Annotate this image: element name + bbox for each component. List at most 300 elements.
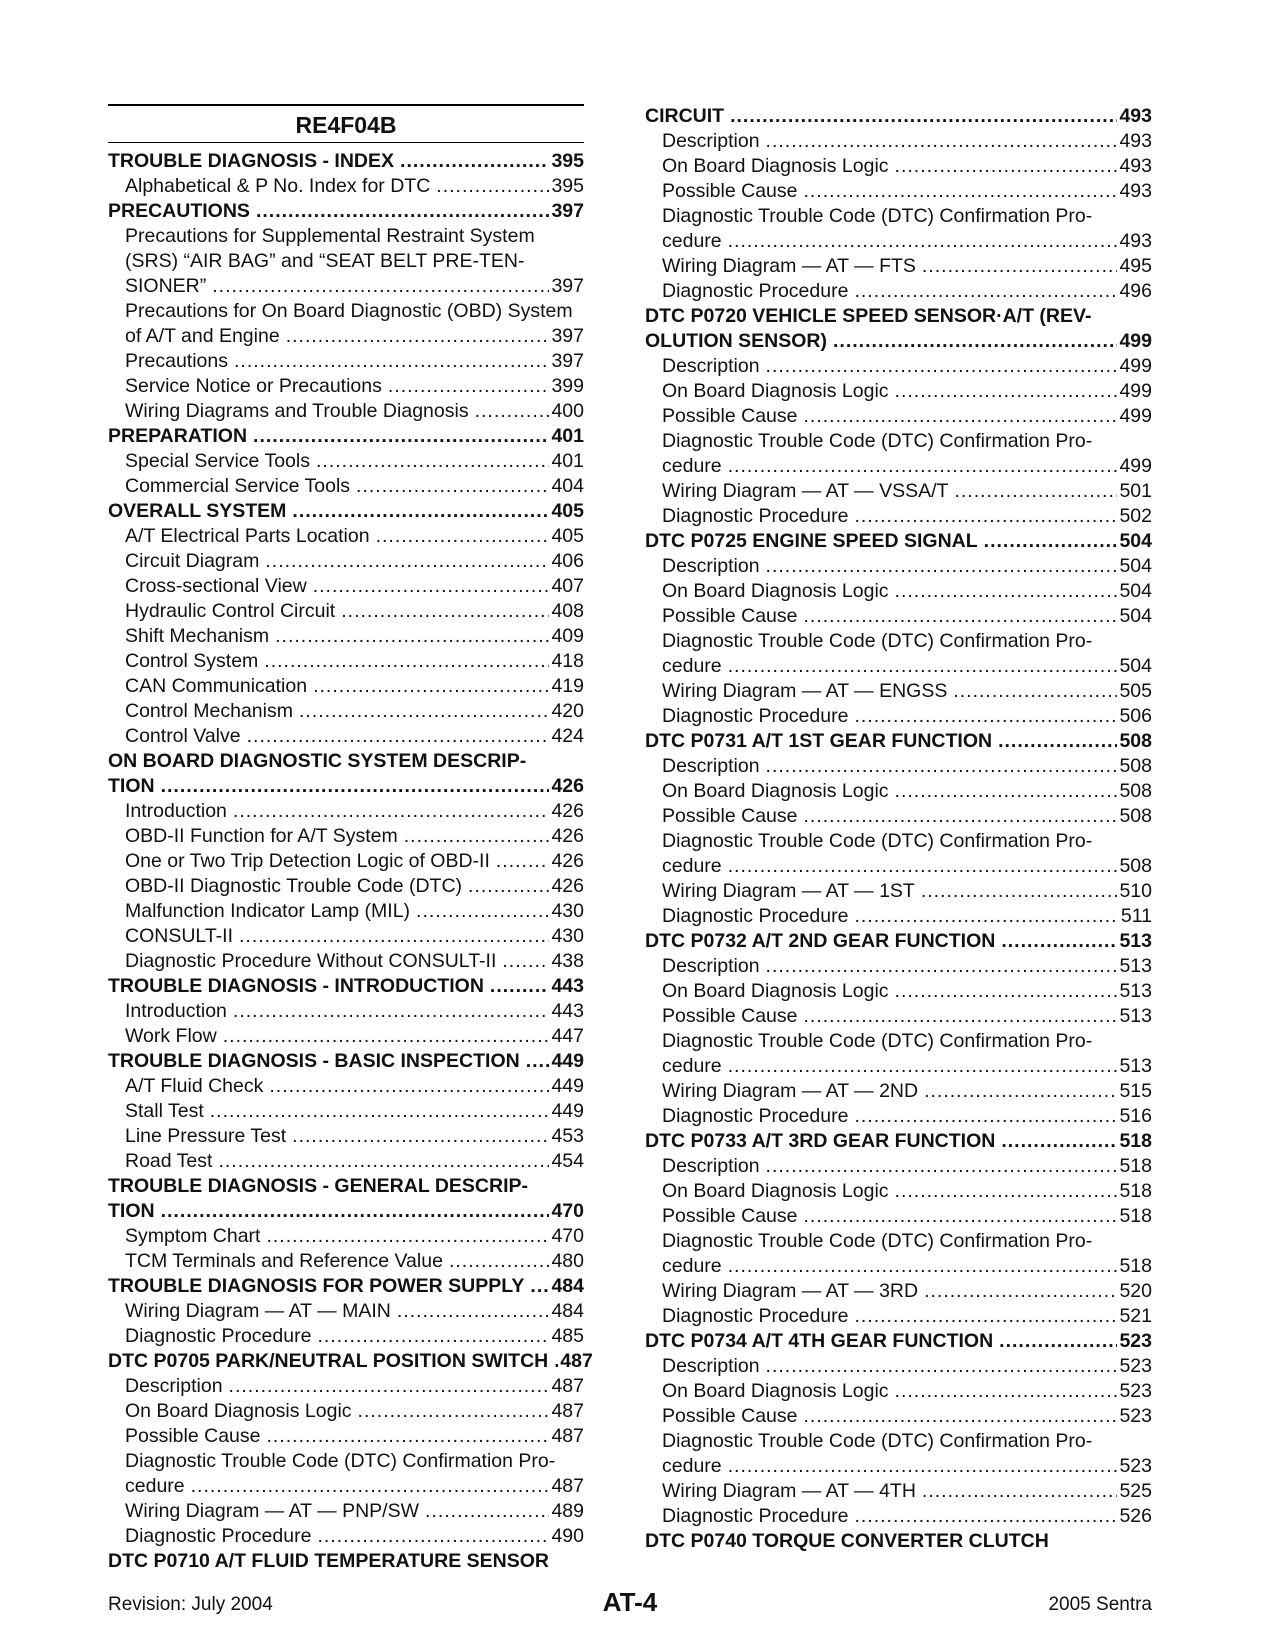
toc-entry[interactable] [645,629,1152,654]
dot-leader [922,254,1118,279]
toc-entry-title: Possible Cause [662,405,798,427]
toc-entry[interactable] [645,779,1152,804]
dot-leader [728,654,1118,679]
toc-entry-title: cedure [662,1455,722,1477]
toc-entry-page: 426 [551,825,584,847]
toc-entry[interactable] [108,449,584,474]
toc-entry[interactable] [645,129,1152,154]
toc-entry-title: One or Two Trip Detection Logic of OBD-II [125,850,490,872]
toc-entry-page: 501 [1119,480,1152,502]
toc-entry[interactable] [645,579,1152,604]
toc-entry[interactable] [108,1174,584,1199]
toc-entry-title: Diagnostic Procedure Without CONSULT-II [125,950,497,972]
toc-entry[interactable] [108,549,584,574]
dot-leader [292,499,549,524]
dot-leader [191,1474,550,1499]
dot-leader [267,1424,550,1449]
toc-entry-title: Wiring Diagrams and Trouble Diagnosis [125,400,469,422]
toc-entry-title: Wiring Diagram — AT — ENGSS [662,680,948,702]
toc-entry[interactable] [108,1449,584,1474]
dot-leader [895,379,1118,404]
dot-leader [999,1329,1117,1354]
toc-entry[interactable] [108,324,584,349]
toc-entry[interactable] [108,749,584,774]
toc-entry[interactable] [645,254,1152,279]
toc-entry-page: 493 [1119,155,1152,177]
toc-entry-title: Diagnostic Trouble Code (DTC) Confirmation Pro- [125,1450,556,1472]
toc-list-right [645,104,1152,1554]
toc-entry-page: 404 [551,475,584,497]
toc-entry-page: 397 [551,350,584,372]
dot-leader [895,779,1118,804]
toc-entry-title: Wiring Diagram — AT — MAIN [125,1300,391,1322]
toc-entry[interactable] [108,299,584,324]
dot-leader [984,529,1118,554]
toc-entry[interactable] [108,1424,584,1449]
toc-entry-title: Circuit Diagram [125,550,260,572]
toc-column-left [108,104,593,1574]
toc-entry[interactable] [108,899,584,924]
toc-entry[interactable] [108,1399,584,1424]
toc-entry-page: 487 [551,1400,584,1422]
toc-entry[interactable] [645,929,1152,954]
toc-entry-title: cedure [662,655,722,677]
toc-entry-page: 405 [551,525,584,547]
toc-entry-page: 419 [551,675,584,697]
toc-entry-title: A/T Fluid Check [125,1075,264,1097]
toc-entry[interactable] [108,799,584,824]
toc-entry-title: Possible Cause [662,605,798,627]
toc-entry[interactable] [108,224,584,249]
toc-entry[interactable] [645,504,1152,529]
dot-leader [425,1499,549,1524]
toc-entry-title: SIONER” [125,275,207,297]
toc-entry-title: of A/T and Engine [125,325,280,347]
toc-entry[interactable] [645,1429,1152,1454]
toc-entry-title: Diagnostic Trouble Code (DTC) Confirmation Pro- [662,1230,1093,1252]
dot-leader [233,799,550,824]
toc-entry[interactable] [108,1499,584,1524]
toc-entry[interactable] [645,1304,1152,1329]
toc-entry[interactable] [645,679,1152,704]
toc-entry-title: TROUBLE DIAGNOSIS FOR POWER SUPPLY [108,1275,525,1297]
dot-leader [341,599,549,624]
toc-entry-title: Diagnostic Procedure [662,505,849,527]
toc-entry[interactable] [645,179,1152,204]
toc-entry[interactable] [108,1024,584,1049]
toc-entry-page: 523 [1119,1380,1152,1402]
toc-entry[interactable] [645,1154,1152,1179]
toc-entry[interactable] [645,1279,1152,1304]
dot-leader [212,274,549,299]
toc-entry-title: DTC P0725 ENGINE SPEED SIGNAL [645,530,978,552]
dot-leader [766,1354,1118,1379]
toc-entry[interactable] [108,399,584,424]
toc-entry[interactable] [108,599,584,624]
toc-entry[interactable] [108,349,584,374]
toc-entry-title: cedure [662,230,722,252]
toc-entry-page: 496 [1119,280,1152,302]
toc-entry-title: Diagnostic Trouble Code (DTC) Confirmation Pro- [662,430,1093,452]
dot-leader [895,579,1118,604]
toc-entry-title: OBD-II Diagnostic Trouble Code (DTC) [125,875,463,897]
dot-leader [1001,929,1117,954]
toc-entry[interactable] [108,249,584,274]
dot-leader [234,349,549,374]
toc-entry[interactable] [108,1074,584,1099]
toc-entry-title: Possible Cause [662,1205,798,1227]
toc-entry[interactable] [108,874,584,899]
toc-entry[interactable] [645,1129,1152,1154]
toc-entry[interactable] [645,904,1152,929]
toc-entry-page: 438 [551,950,584,972]
toc-entry[interactable] [645,1479,1152,1504]
toc-entry[interactable] [108,949,584,974]
toc-entry-title: Diagnostic Procedure [662,705,849,727]
toc-entry-title: On Board Diagnosis Logic [662,1180,889,1202]
toc-entry-title: On Board Diagnosis Logic [662,780,889,802]
dot-leader [766,554,1118,579]
toc-entry-title: PREPARATION [108,425,248,447]
toc-entry[interactable] [645,379,1152,404]
dot-leader [299,699,549,724]
toc-entry-title: Diagnostic Trouble Code (DTC) Confirmation Pro- [662,830,1093,852]
toc-entry-page: 495 [1119,255,1152,277]
toc-entry[interactable] [645,154,1152,179]
toc-entry-title: On Board Diagnosis Logic [662,980,889,1002]
dot-leader [854,704,1117,729]
toc-entry[interactable] [645,279,1152,304]
toc-entry-page: 490 [551,1525,584,1547]
toc-entry[interactable] [108,1049,584,1074]
toc-entry-title: DTC P0720 VEHICLE SPEED SENSOR·A/T (REV- [645,305,1092,327]
toc-entry-title: PRECAUTIONS [108,200,250,222]
toc-entry-page: 520 [1119,1280,1152,1302]
toc-entry-page: 449 [551,1075,584,1097]
toc-entry-title: Description [662,755,760,777]
dot-leader [265,549,549,574]
toc-entry-page: 426 [551,850,584,872]
toc-entry[interactable] [645,1254,1152,1279]
toc-entry-page: 424 [551,725,584,747]
dot-leader [924,1079,1117,1104]
dot-leader [895,1379,1118,1404]
toc-entry[interactable] [108,374,584,399]
dot-leader [854,1504,1117,1529]
toc-entry[interactable] [645,1004,1152,1029]
toc-entry[interactable] [108,1474,584,1499]
toc-entry[interactable] [108,524,584,549]
toc-entry-page: 518 [1119,1180,1152,1202]
dot-leader [766,354,1118,379]
toc-entry[interactable] [108,1549,584,1574]
toc-entry[interactable] [645,1404,1152,1429]
dot-leader [804,1004,1118,1029]
toc-entry[interactable] [108,174,584,199]
toc-entry-title: Possible Cause [662,1005,798,1027]
dot-leader [358,1399,550,1424]
dot-leader [854,904,1118,929]
dot-leader [490,974,550,999]
toc-entry[interactable] [108,849,584,874]
toc-entry-title: DTC P0710 A/T FLUID TEMPERATURE SENSOR [108,1550,549,1572]
toc-entry[interactable] [645,829,1152,854]
toc-entry[interactable] [645,954,1152,979]
vehicle-model: 2005 Sentra [1048,1594,1152,1615]
dot-leader [766,954,1118,979]
toc-entry[interactable] [108,1099,584,1124]
toc-entry[interactable] [108,924,584,949]
toc-entry[interactable] [108,1149,584,1174]
toc-entry[interactable] [108,574,584,599]
toc-entry[interactable] [108,624,584,649]
toc-entry[interactable] [108,974,584,999]
toc-entry[interactable] [645,479,1152,504]
dot-leader [239,924,549,949]
dot-leader [502,949,549,974]
toc-entry-page: 420 [551,700,584,722]
toc-entry-title: Diagnostic Procedure [662,905,849,927]
toc-entry-page: 484 [551,1300,584,1322]
toc-entry[interactable] [645,1379,1152,1404]
toc-entry[interactable] [645,404,1152,429]
toc-entry-title: ON BOARD DIAGNOSTIC SYSTEM DESCRIP- [108,750,527,772]
toc-entry-page: 506 [1119,705,1152,727]
toc-entry[interactable] [645,104,1152,129]
toc-entry[interactable] [108,999,584,1024]
toc-entry-page: 493 [1119,130,1152,152]
toc-entry-title: Wiring Diagram — AT — 3RD [662,1280,919,1302]
toc-entry[interactable] [108,1224,584,1249]
toc-entry[interactable] [645,654,1152,679]
toc-entry[interactable] [645,1079,1152,1104]
toc-entry-title: On Board Diagnosis Logic [125,1400,352,1422]
toc-entry-page: 518 [1119,1130,1152,1152]
toc-entry[interactable] [645,604,1152,629]
toc-entry-page: 443 [551,975,584,997]
toc-entry[interactable] [645,1329,1152,1354]
toc-entry-page: 504 [1119,580,1152,602]
toc-entry-title: CONSULT-II [125,925,233,947]
dot-leader [854,279,1117,304]
toc-entry[interactable] [108,1349,593,1374]
dot-leader [728,1054,1118,1079]
toc-entry-title: Symptom Chart [125,1225,261,1247]
toc-entry-title: Stall Test [125,1100,204,1122]
toc-entry-page: 395 [551,150,584,172]
toc-entry-title: Diagnostic Trouble Code (DTC) Confirmation Pro- [662,1430,1093,1452]
toc-entry[interactable] [645,804,1152,829]
toc-entry-title: Possible Cause [662,1405,798,1427]
dot-leader [922,1479,1118,1504]
toc-entry-title: Diagnostic Trouble Code (DTC) Confirmation Pro- [662,1030,1093,1052]
dot-leader [436,174,549,199]
toc-entry[interactable] [108,774,584,799]
toc-entry[interactable] [108,499,584,524]
dot-leader [554,1349,558,1374]
toc-entry[interactable] [645,1229,1152,1254]
toc-entry-page: 513 [1119,1005,1152,1027]
toc-entry-title: TCM Terminals and Reference Value [125,1250,443,1272]
dot-leader [804,179,1118,204]
toc-entry[interactable] [645,1354,1152,1379]
toc-entry-title: A/T Electrical Parts Location [125,525,370,547]
toc-entry[interactable] [108,724,584,749]
toc-entry[interactable] [645,754,1152,779]
toc-entry[interactable] [108,424,584,449]
toc-entry[interactable] [645,704,1152,729]
toc-entry[interactable] [645,529,1152,554]
toc-entry[interactable] [645,304,1152,329]
toc-entry-page: 508 [1119,780,1152,802]
dot-leader [526,1049,550,1074]
toc-entry-page: 453 [551,1125,584,1147]
toc-entry-title: OVERALL SYSTEM [108,500,287,522]
dot-leader [953,679,1117,704]
dot-leader [468,874,549,899]
toc-entry[interactable] [108,474,584,499]
toc-entry[interactable] [645,1029,1152,1054]
toc-entry[interactable] [108,1524,584,1549]
toc-entry-title: Diagnostic Procedure [662,1105,849,1127]
toc-entry-page: 430 [551,900,584,922]
toc-entry[interactable] [108,1299,584,1324]
toc-entry[interactable] [108,1124,584,1149]
toc-entry[interactable] [108,199,584,224]
toc-entry[interactable] [645,1104,1152,1129]
toc-entry-title: cedure [662,455,722,477]
toc-entry[interactable] [108,674,584,699]
dot-leader [404,824,550,849]
toc-entry-title: Description [662,955,760,977]
toc-entry[interactable] [645,1529,1152,1554]
toc-entry-page: 523 [1119,1330,1152,1352]
toc-entry-page: 499 [1119,380,1152,402]
toc-entry-page: 513 [1119,930,1152,952]
toc-entry-title: On Board Diagnosis Logic [662,155,889,177]
toc-entry[interactable] [645,329,1152,354]
toc-entry[interactable] [645,729,1152,754]
toc-entry[interactable] [645,854,1152,879]
dot-leader [854,1104,1117,1129]
toc-entry[interactable] [108,1249,584,1274]
page-footer [108,1586,1152,1616]
dot-leader [275,624,549,649]
toc-entry-page: 525 [1119,1480,1152,1502]
toc-entry-page: 504 [1119,655,1152,677]
toc-entry-page: 489 [551,1500,584,1522]
toc-entry-page: 493 [1119,230,1152,252]
toc-entry-page: 513 [1119,980,1152,1002]
toc-entry-page: 401 [551,450,584,472]
toc-entry-page: 407 [551,575,584,597]
toc-entry[interactable] [108,1199,584,1224]
toc-entry[interactable] [645,1054,1152,1079]
toc-entry-page: 508 [1119,755,1152,777]
toc-entry-title: TROUBLE DIAGNOSIS - GENERAL DESCRIP- [108,1175,529,1197]
toc-entry-page: 426 [551,875,584,897]
dot-leader [253,424,549,449]
toc-entry-title: DTC P0734 A/T 4TH GEAR FUNCTION [645,1330,994,1352]
toc-entry-page: 518 [1119,1255,1152,1277]
toc-entry[interactable] [645,204,1152,229]
toc-entry-page: 493 [1119,105,1152,127]
dot-leader [313,574,550,599]
toc-entry-page: 487 [551,1475,584,1497]
toc-entry-page: 516 [1119,1105,1152,1127]
dot-leader [728,1454,1118,1479]
toc-entry[interactable] [108,824,584,849]
toc-entry-title: Diagnostic Trouble Code (DTC) Confirmation Pro- [662,630,1093,652]
toc-entry-title: Precautions for On Board Diagnostic (OBD) System [125,300,573,322]
toc-entry[interactable] [108,699,584,724]
dot-leader [766,1154,1118,1179]
dot-leader [728,854,1118,879]
toc-entry[interactable] [645,1179,1152,1204]
toc-entry-title: Special Service Tools [125,450,310,472]
toc-entry-title: DTC P0740 TORQUE CONVERTER CLUTCH [645,1530,1049,1552]
toc-entry[interactable] [645,979,1152,1004]
toc-entry[interactable] [108,149,584,174]
toc-entry[interactable] [108,1374,584,1399]
dot-leader [313,674,549,699]
toc-entry-page: 502 [1119,505,1152,527]
toc-entry-title: cedure [662,855,722,877]
toc-entry-title: Diagnostic Procedure [125,1325,312,1347]
toc-entry[interactable] [645,879,1152,904]
toc-entry-page: 508 [1119,805,1152,827]
toc-entry-page: 470 [551,1200,584,1222]
toc-entry[interactable] [645,354,1152,379]
toc-entry[interactable] [645,454,1152,479]
toc-entry-title: cedure [662,1055,722,1077]
toc-entry-page: 526 [1119,1505,1152,1527]
dot-leader [400,149,549,174]
toc-entry[interactable] [645,554,1152,579]
toc-entry[interactable] [108,1324,584,1349]
toc-entry-page: 515 [1119,1080,1152,1102]
toc-entry[interactable] [645,1454,1152,1479]
dot-leader [161,1199,550,1224]
toc-entry[interactable] [108,274,584,299]
toc-entry-page: 518 [1119,1155,1152,1177]
header-underline [108,142,584,143]
toc-entry-page: 418 [551,650,584,672]
toc-entry-title: Diagnostic Procedure [662,280,849,302]
toc-entry-title: On Board Diagnosis Logic [662,1380,889,1402]
toc-entry-title: Wiring Diagram — AT — PNP/SW [125,1500,419,1522]
toc-entry[interactable] [108,1274,584,1299]
toc-entry[interactable] [645,1504,1152,1529]
toc-entry-title: Alphabetical & P No. Index for DTC [125,175,431,197]
toc-entry-page: 454 [551,1150,584,1172]
toc-entry-page: 487 [560,1350,593,1372]
toc-entry[interactable] [645,1204,1152,1229]
toc-entry-page: 426 [551,800,584,822]
dot-leader [218,1149,549,1174]
toc-entry[interactable] [108,649,584,674]
toc-entry[interactable] [645,429,1152,454]
page-number: AT-4 [602,1587,658,1617]
toc-entry-title: DTC P0733 A/T 3RD GEAR FUNCTION [645,1130,996,1152]
toc-entry-title: Work Flow [125,1025,217,1047]
toc-entry[interactable] [645,229,1152,254]
dot-leader [833,329,1117,354]
toc-entry-title: Shift Mechanism [125,625,270,647]
toc-entry-title: Introduction [125,800,227,822]
toc-entry-page: 397 [551,200,584,222]
toc-entry-title: cedure [662,1255,722,1277]
